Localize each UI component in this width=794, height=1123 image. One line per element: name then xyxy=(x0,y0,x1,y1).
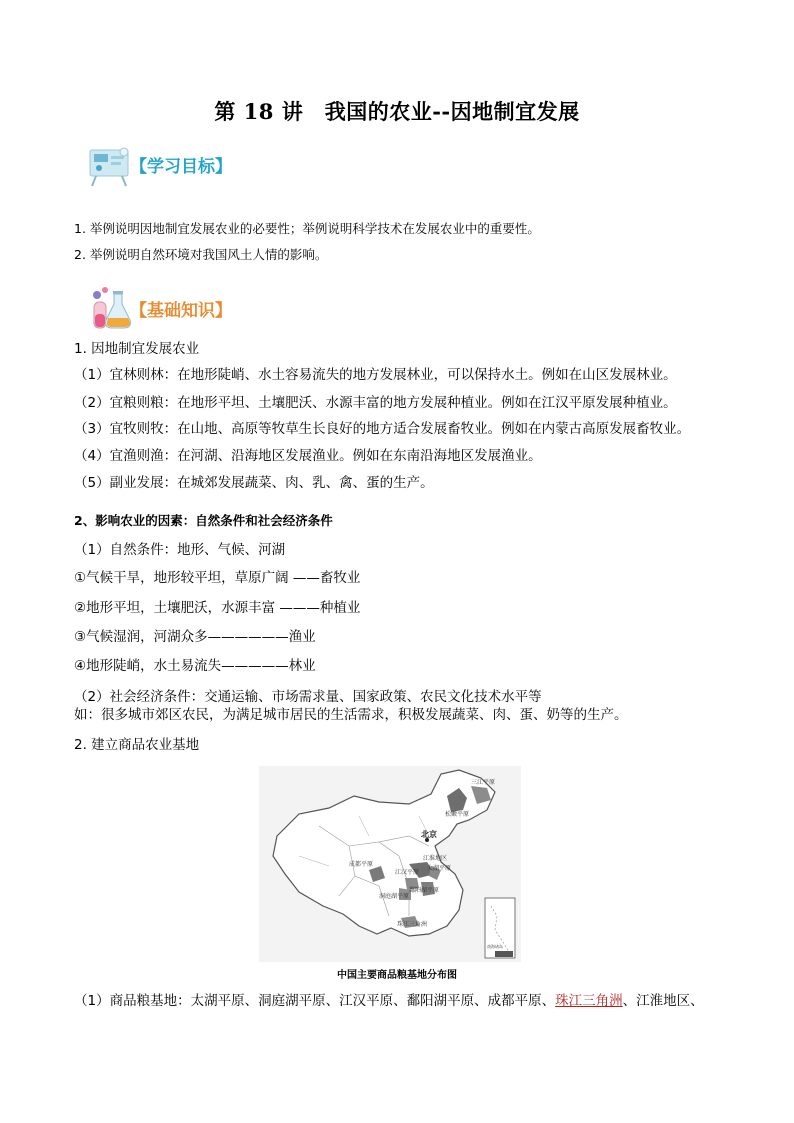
knowledge-banner xyxy=(88,288,288,332)
map-label-taihu: 太湖平原 xyxy=(427,865,452,872)
map-label-dongting: 洞庭湖平原 xyxy=(379,893,410,900)
section1-item: （2）宜粮则粮：在地形平坦、土壤肥沃、水源丰富的地方发展种植业。例如在江汉平原发展种植业。 xyxy=(74,395,677,411)
map-label-poyang: 鄱阳湖平原 xyxy=(409,887,440,894)
grain-base-highlight: 珠江三角洲 xyxy=(555,993,623,1009)
map-label-sanjiang: 三江平原 xyxy=(471,779,496,786)
grain-base-prefix: （1）商品粮基地：太湖平原、洞庭湖平原、江汉平原、鄱阳湖平原、成都平原、 xyxy=(74,993,556,1009)
map-label-zhujiang: 珠江三角洲 xyxy=(397,921,428,928)
map-label-chengdu: 成都平原 xyxy=(349,861,374,868)
section1-item: （4）宜渔则渔：在河湖、沿海地区发展渔业。例如在东南沿海地区发展渔业。 xyxy=(74,448,542,464)
objective-item-1: 1. 举例说明因地制宜发展农业的必要性；举例说明科学技术在发展农业中的重要性。 xyxy=(74,221,540,236)
page-title: 第 18 讲 我国的农业--因地制宜发展 xyxy=(214,99,580,124)
condition-pair: ④地形陡峭，水土易流失—————林业 xyxy=(74,658,316,674)
condition-pair: ②地形平坦，土壤肥沃，水源丰富 ———种植业 xyxy=(74,600,361,616)
grain-base-suffix: 、江淮地区、 xyxy=(622,993,704,1009)
map-label-beijing: 北京 xyxy=(421,830,437,839)
china-map-illustration xyxy=(259,766,521,962)
grain-base-map xyxy=(259,766,521,962)
map-label-nanhai: 南海诸岛 xyxy=(487,944,503,949)
condition-pair: ①气候干旱，地形较平坦，草原广阔 ——畜牧业 xyxy=(74,570,361,586)
map-label-jianghan: 江汉平原 xyxy=(395,869,420,876)
social-conditions: （2）社会经济条件：交通运输、市场需求量、国家政策、农民文化技术水平等 xyxy=(74,689,542,705)
section3-heading: 2. 建立商品农业基地 xyxy=(74,737,200,753)
grain-base-line xyxy=(74,992,704,1010)
map-label-songnen: 松嫩平原 xyxy=(445,811,470,818)
objectives-banner xyxy=(88,144,288,188)
section1-heading: 1. 因地制宜发展农业 xyxy=(74,341,200,357)
map-label-jianghuai: 江淮地区 xyxy=(423,855,448,862)
map-caption: 中国主要商品粮基地分布图 xyxy=(337,970,457,981)
objectives-banner-label: 【学习目标】 xyxy=(130,157,232,177)
section2-heading: 2、影响农业的因素：自然条件和社会经济条件 xyxy=(74,513,333,528)
section1-item: （3）宜牧则牧：在山地、高原等牧草生长良好的地方适合发展畜牧业。例如在内蒙古高原发展畜牧业。 xyxy=(74,421,691,437)
section1-item: （5）副业发展：在城郊发展蔬菜、肉、乳、禽、蛋的生产。 xyxy=(74,475,434,491)
social-example: 如：很多城市郊区农民，为满足城市居民的生活需求，积极发展蔬菜、肉、蛋、奶等的生产。 xyxy=(74,707,628,723)
flask-icon xyxy=(88,286,134,332)
natural-conditions: （1）自然条件：地形、气候、河湖 xyxy=(74,542,286,558)
section1-item: （1）宜林则林：在地形陡峭、水土容易流失的地方发展林业，可以保持水土。例如在山区发展林业。 xyxy=(74,367,677,383)
presentation-board-icon xyxy=(88,144,132,188)
knowledge-banner-label: 【基础知识】 xyxy=(130,301,232,321)
objective-item-2: 2. 举例说明自然环境对我国风土人情的影响。 xyxy=(74,247,328,262)
condition-pair: ③气候湿润，河湖众多——————渔业 xyxy=(74,629,316,645)
